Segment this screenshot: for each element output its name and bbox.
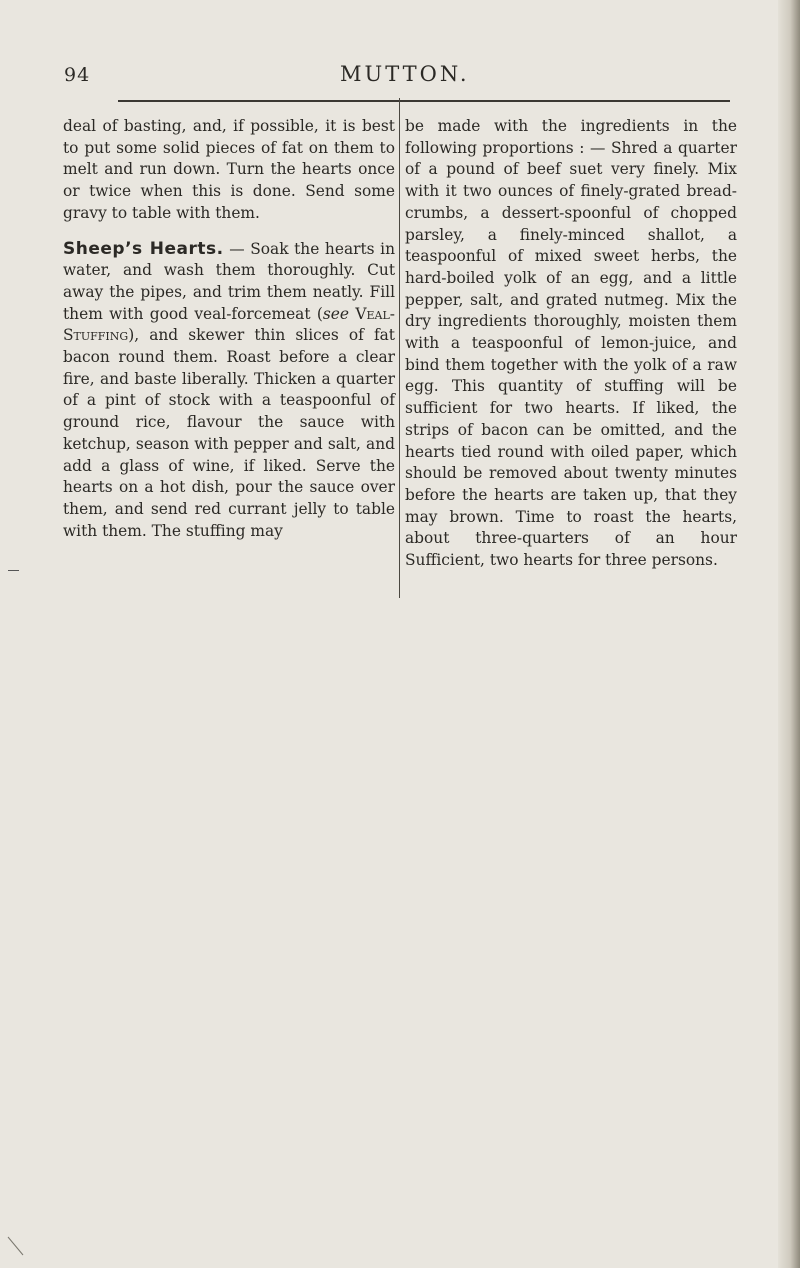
- pencil-mark: [7, 1236, 25, 1256]
- see-reference: see: [322, 304, 350, 323]
- right-column: [405, 116, 737, 572]
- running-head: MUTTON.: [340, 62, 470, 86]
- header-rule: [118, 100, 730, 102]
- recipe-dash: —: [223, 239, 251, 258]
- left-column: [63, 116, 395, 542]
- page-number: 94: [64, 64, 91, 86]
- paragraph-sheeps-hearts: [63, 239, 395, 543]
- recipe-title: Sheep’s Hearts.: [63, 238, 224, 259]
- recipe-text-start: Soak the hearts in water, and wash them thoroughly. Cut away the pipes, and trim them neatly. Fill them with good veal-forcemeat (: [63, 239, 395, 323]
- margin-mark: [8, 570, 19, 571]
- page-edge-shadow: [778, 0, 800, 1268]
- paragraph-stuffing: be made with the ingredients in the following proportions : — Shred a quarter of a pound of beef suet very finely. Mix with it two ounces of finely-grated bread-crumbs, a dessert-spoonful of chopped parsley, a finely-minced shallot, a teaspoonful of mixed sweet herbs, the hard-boiled yolk of an egg, and a little pepper, salt, and grated nutmeg. Mix the dry ingredients thoroughly, moisten them with a teaspoonful of lemon-juice, and bind them together with the yolk of a raw egg. This quantity of stuffing will be sufficient for two hearts. If liked, the strips of bacon can be omitted, and the hearts tied round with oiled paper, which should be removed about twenty minutes before the hearts are taken up, that they may brown. Time to roast the hearts, about three-quarters of an hour Sufficient, two hearts for three persons.: [405, 117, 737, 570]
- cross-reference: Veal-Stuffing: [63, 304, 395, 345]
- recipe-text-end: ), and skewer thin slices of fat bacon round them. Roast before a clear fire, and baste liberally. Thicken a quarter of a pint of stock with a teaspoonful of ground rice, flavour the sauce with ketchup, season with pepper and salt, and add a glass of wine, if liked. Serve the hearts on a hot dish, pour the sauce over them, and send red currant jelly to table with them. The stuffing may: [63, 326, 395, 540]
- column-divider: [399, 98, 400, 598]
- paragraph-basting: deal of basting, and, if possible, it is best to put some solid pieces of fat on them to melt and run down. Turn the hearts once or twice when this is done. Send some gravy to table with them.: [63, 117, 395, 222]
